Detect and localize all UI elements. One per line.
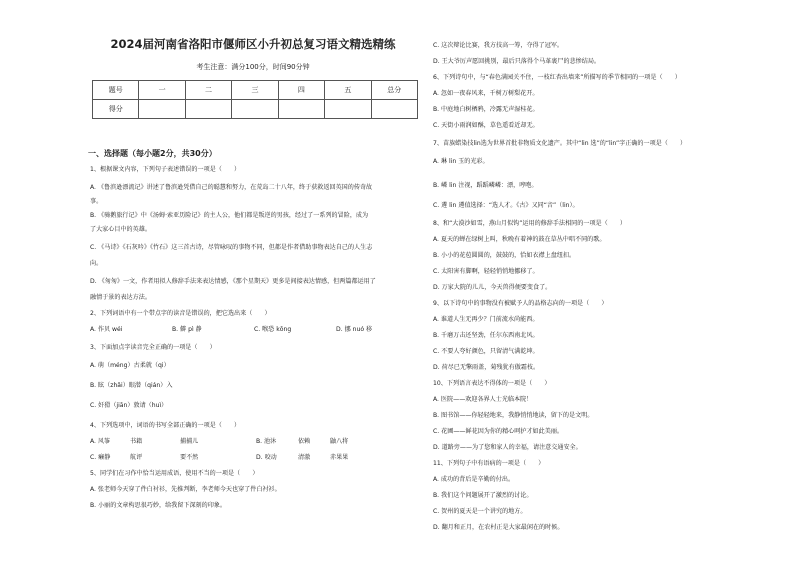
score-header-cell: 总分	[371, 81, 417, 100]
question-line: 3、下面加点字读音完全正确的一项是（ ）	[90, 344, 216, 351]
option-line[interactable]: B. 小小的花苞圆圆的，鼓鼓的，恰如衣襟上盘纽扣。	[433, 252, 576, 259]
question-line: 7、苗族蜡染技lin选为世界首批非物质文化遗产。其中“lin 选”的“lin”字正确的一项是（ ）	[433, 140, 687, 147]
score-header-cell: 一	[139, 81, 185, 100]
option-line[interactable]: C. 遴 lin 遴值选择：“选人才。《古》又同“音”（lin）。	[433, 202, 579, 209]
option-line[interactable]: B. 中庭地白树栖鸦，冷露无声湿桂花。	[433, 106, 539, 113]
option-line[interactable]: A. 谁道人生无再少？门前流水尚能西。	[433, 316, 539, 323]
score-value-row	[93, 100, 418, 119]
option-line[interactable]: B. 图书馆——你轻轻地来，我静悄悄地读，留下的是文明。	[433, 412, 594, 419]
score-header-cell: 题号	[93, 81, 139, 100]
score-table	[92, 80, 418, 119]
q4-word: 书籍	[130, 438, 143, 445]
question-line: 8、和“大漠沙如雪，燕山月似钩”运用的修辞手法相同的一项是（ ）	[433, 220, 627, 227]
q4-option-c[interactable]: C. 癞静	[90, 454, 111, 461]
q4-option-b[interactable]: B. 池沐	[256, 438, 277, 445]
option-line[interactable]: D. 万家大院的儿儿，今天兽得便要变食了。	[433, 284, 552, 291]
score-cell[interactable]	[232, 100, 278, 119]
option-line[interactable]: B. 小丽的文章构思很巧妙，给我留下深刻的印象。	[90, 502, 227, 509]
score-header-cell: 三	[232, 81, 278, 100]
option-line[interactable]: A. 夏天的蝉在绿树上叫，秋晚有着神的鼓在草丛中唱不同的歌。	[433, 236, 606, 243]
question-line: 11、下列句子中有语病的一项是（ ）	[433, 460, 545, 467]
score-header-cell: 二	[185, 81, 231, 100]
question-line: 10、下列语言表达不得体的一项是（ ）	[433, 380, 551, 387]
question-line: 2、下列词语中有一个带点字的读音是错误的，把它选出来（ ）	[90, 310, 271, 317]
option-line[interactable]: C. 这次辩论比赛，我方技高一筹，夺得了冠军。	[433, 42, 564, 49]
option-line[interactable]: A. 忽如一夜春风来，千树万树梨花开。	[433, 90, 539, 97]
question-line: 向。	[90, 260, 103, 267]
option-line[interactable]: D. 荷尽已无擎雨盖，菊残犹有傲霜枝。	[433, 364, 540, 371]
question-line: 1、根据课文内容，下列句子表述错误的一项是（ ）	[90, 166, 241, 173]
page-title: 2024届河南省洛阳市偃师区小升初总复习语文精选精练	[110, 37, 396, 51]
question-line: 事。	[90, 198, 103, 205]
option-line[interactable]: C. 太阳害有脚啊，轻轻悄悄地挪移了。	[433, 268, 539, 275]
q4-option-a[interactable]: A. 风筝	[90, 438, 111, 445]
score-cell[interactable]	[278, 100, 324, 119]
score-header-cell: 五	[325, 81, 371, 100]
q2-options	[90, 326, 416, 334]
q4-word: 清澈	[298, 454, 311, 461]
option-line[interactable]: A. 医院——欢迎各界人士光临本院！	[433, 396, 533, 403]
q2-option-b[interactable]: B. 僻 pì 静	[172, 326, 202, 333]
option-line[interactable]: B. 嶙 lin 注视，蹈蹈嶙嶙：漂，哼咆。	[433, 182, 538, 189]
question-line: 4、下列选项中，词语的书写全部正确的一项是（ ）	[90, 422, 241, 429]
option-line[interactable]: C. 天街小雨润如酥，草色遥看近却无。	[433, 122, 539, 129]
question-line: 融情于景的表达方法。	[90, 294, 151, 301]
option-line[interactable]: C. 贺州的夏天是一个讲究的地方。	[433, 508, 527, 515]
question-line: 5、同学们在习作中恰当运用成语，使用不当的一项是（ ）	[90, 470, 259, 477]
score-row-label: 得分	[93, 100, 139, 119]
option-line[interactable]: C. 不要人夸好颜色，只留清气满乾坤。	[433, 348, 539, 355]
option-line[interactable]: B. 我们这个问题展开了激烈的讨论。	[433, 492, 533, 499]
q4-word: 要不然	[180, 454, 199, 461]
question-line: D. 《匆匆》一文，作者用拟人修辞手法来表达情感，《那个星期天》更多是间接表达情感，但两篇都运用了	[90, 278, 376, 285]
question-line: B. 《骑鹅旅行记》中《汤姆·索亚历险记》的主人公，他们都是叛逆的男孩，经过了一系列的冒险，成为	[90, 212, 369, 219]
q4-word: 赤果果	[330, 454, 349, 461]
option-line[interactable]: A. 琳 lin 玉的光彩。	[433, 158, 489, 165]
question-line: C. 《马诗》《石灰吟》《竹石》这三首古诗，尽管咏叹的事物不同，但都是作者借助事物表达自己的人生志	[90, 244, 373, 251]
q2-option-c[interactable]: C. 喉恐 kōng	[254, 326, 292, 333]
option-line[interactable]: D. 翻月和正月，在农村正是大家最闲在的时候。	[433, 524, 564, 531]
score-header-cell: 四	[278, 81, 324, 100]
option-line[interactable]: A. 成功的背后是辛勤的付出。	[433, 476, 515, 483]
q4-word: 依赖	[298, 438, 311, 445]
q2-option-a[interactable]: A. 作贝 wéi	[90, 326, 123, 333]
score-header-row	[93, 81, 418, 100]
q4-word: 航评	[130, 454, 143, 461]
option-line[interactable]: C. 花圃——鲜花因为你的精心呵护才如此美丽。	[433, 428, 564, 435]
score-cell[interactable]	[139, 100, 185, 119]
question-line: 了大家心目中的英雄。	[90, 226, 151, 233]
q4-options-row-2	[90, 454, 370, 462]
exam-notice: 考生注意：满分100分，时间90分钟	[196, 63, 310, 71]
q4-word: 鼬八将	[330, 438, 349, 445]
question-line: 6、下列诗句中，与“春色满园关不住，一枝红杏出墙来”所描写的季节相同的一项是（ ）	[433, 74, 681, 81]
option-line[interactable]: A. 张老师今天穿了件白衬衫，先推判断，李老师今天也穿了件白衬衫。	[90, 486, 281, 493]
score-cell[interactable]	[185, 100, 231, 119]
question-line: 9、以下诗句中的事物没有被赋予人的品格志向的一项是（ ）	[433, 300, 608, 307]
q4-word: 捕捕儿	[180, 438, 199, 445]
section-heading: 一、选择题（每小题2分，共30分）	[88, 149, 217, 158]
q4-option-d[interactable]: D. 咬动	[256, 454, 277, 461]
option-line[interactable]: D. 王大爷厉声愿回挑别，最后只落得个马革裹尸的悲惨结局。	[433, 58, 601, 65]
question-line: A. 《鲁滨逊漂流记》讲述了鲁滨逊凭借自己的聪慧和努力，在荒岛二十八年，终于获救返回英国的传奇故	[90, 184, 373, 191]
option-line[interactable]: A. 萌（méng）古柔就（qi）	[90, 362, 170, 369]
option-line[interactable]: B. 眩（zhǎi）眼潜（qián）入	[90, 382, 173, 389]
option-line[interactable]: C. 奸猾（jiān）敦请（huì）	[90, 402, 168, 409]
option-line[interactable]: D. 道路旁——为了您和家人的幸福，请注意交通安全。	[433, 444, 582, 451]
score-cell[interactable]	[325, 100, 371, 119]
q2-option-d[interactable]: D. 挪 nuó 移	[336, 326, 373, 333]
q4-options-row-1	[90, 438, 370, 446]
score-cell[interactable]	[371, 100, 417, 119]
option-line[interactable]: B. 千磨万击还坚劲，任尔东西南北风。	[433, 332, 539, 339]
